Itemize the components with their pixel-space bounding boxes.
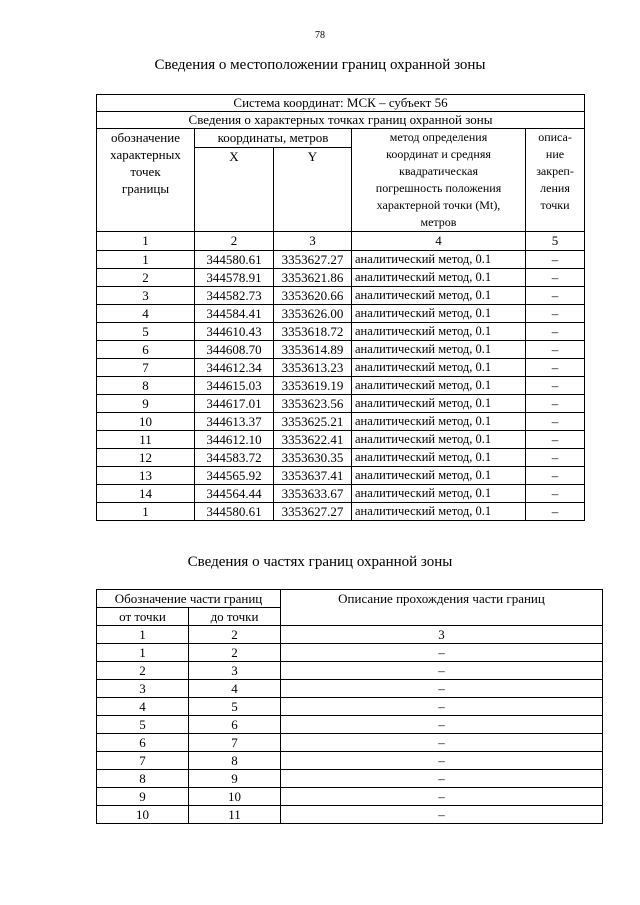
table-cell: – <box>281 680 603 698</box>
table-cell: 5 <box>97 716 189 734</box>
table-cell: – <box>526 467 585 485</box>
table-cell: 4 <box>97 305 195 323</box>
table-cell: 7 <box>97 359 195 377</box>
table-row <box>97 413 585 431</box>
table-cell: аналитический метод, 0.1 <box>352 287 526 305</box>
table-cell: 6 <box>97 341 195 359</box>
table-cell: 7 <box>97 752 189 770</box>
table-row <box>97 449 585 467</box>
column-index-row: 1 2 3 4 5 <box>97 232 585 251</box>
table-row <box>97 251 585 269</box>
table-cell: – <box>526 449 585 467</box>
table-cell: – <box>526 251 585 269</box>
table-cell: 8 <box>97 377 195 395</box>
table-row <box>97 323 585 341</box>
table-cell: 3353627.27 <box>274 503 352 521</box>
table-cell: – <box>526 269 585 287</box>
table-cell: 3353626.00 <box>274 305 352 323</box>
table-cell: 3353637.41 <box>274 467 352 485</box>
table-cell: 3 <box>97 680 189 698</box>
table-cell: 344580.61 <box>195 503 274 521</box>
table-cell: 8 <box>189 752 281 770</box>
characteristic-points-table <box>96 94 585 521</box>
table-cell: аналитический метод, 0.1 <box>352 359 526 377</box>
table-cell: 9 <box>189 770 281 788</box>
table-cell: – <box>281 806 603 824</box>
section-title-boundaries: Сведения о местоположении границ охранной зоны <box>154 57 486 73</box>
table-row <box>97 716 603 734</box>
table-cell: 11 <box>189 806 281 824</box>
table-cell: 11 <box>97 431 195 449</box>
table-row <box>97 485 585 503</box>
table-cell: 4 <box>97 698 189 716</box>
table-cell: – <box>526 377 585 395</box>
table-cell: аналитический метод, 0.1 <box>352 413 526 431</box>
table-cell: 4 <box>189 680 281 698</box>
table-cell: 13 <box>97 467 195 485</box>
table-row <box>97 395 585 413</box>
table-cell: 344582.73 <box>195 287 274 305</box>
table-cell: – <box>526 395 585 413</box>
table-cell: аналитический метод, 0.1 <box>352 341 526 359</box>
table-cell: – <box>526 413 585 431</box>
table-cell: аналитический метод, 0.1 <box>352 323 526 341</box>
table-cell: 344583.72 <box>195 449 274 467</box>
table-cell: 9 <box>97 395 195 413</box>
table-cell: 1 <box>97 251 195 269</box>
table-cell: – <box>281 698 603 716</box>
table-cell: аналитический метод, 0.1 <box>352 377 526 395</box>
column-index-row: 1 2 3 <box>97 626 603 644</box>
table-row <box>97 377 585 395</box>
x-header: X <box>195 148 274 232</box>
table-row <box>97 503 585 521</box>
table-cell: – <box>526 305 585 323</box>
table-cell: – <box>526 341 585 359</box>
table-cell: – <box>281 662 603 680</box>
table-cell: 14 <box>97 485 195 503</box>
table-cell: – <box>526 359 585 377</box>
table-cell: аналитический метод, 0.1 <box>352 503 526 521</box>
table-cell: – <box>281 734 603 752</box>
table-row <box>97 305 585 323</box>
table-cell: 344580.61 <box>195 251 274 269</box>
table-cell: 6 <box>97 734 189 752</box>
table-cell: 344615.03 <box>195 377 274 395</box>
table-cell: 10 <box>97 806 189 824</box>
table-row <box>97 662 603 680</box>
table-row <box>97 770 603 788</box>
table-cell: – <box>281 752 603 770</box>
table-row <box>97 752 603 770</box>
table-cell: 3 <box>97 287 195 305</box>
coordinate-system-cell: Система координат: МСК – субъект 56 <box>97 95 585 112</box>
table-cell: 344610.43 <box>195 323 274 341</box>
table-cell: 5 <box>189 698 281 716</box>
to-point-header: до точки <box>189 608 281 626</box>
table-cell: 344612.10 <box>195 431 274 449</box>
table-cell: 12 <box>97 449 195 467</box>
table-cell: 1 <box>97 503 195 521</box>
table-cell: 1 <box>97 644 189 662</box>
table-cell: 10 <box>97 413 195 431</box>
table-row <box>97 359 585 377</box>
table-cell: аналитический метод, 0.1 <box>352 251 526 269</box>
table-row <box>97 431 585 449</box>
table-cell: – <box>281 644 603 662</box>
coordinates-header: координаты, метров <box>195 129 352 148</box>
table-cell: 2 <box>97 662 189 680</box>
table-cell: 10 <box>189 788 281 806</box>
table-cell: 344565.92 <box>195 467 274 485</box>
table-row <box>97 467 585 485</box>
table-row <box>97 788 603 806</box>
table-cell: 3353618.72 <box>274 323 352 341</box>
table-cell: 5 <box>97 323 195 341</box>
table-cell: 6 <box>189 716 281 734</box>
table-cell: аналитический метод, 0.1 <box>352 449 526 467</box>
table-cell: аналитический метод, 0.1 <box>352 467 526 485</box>
from-point-header: от точки <box>97 608 189 626</box>
table-cell: аналитический метод, 0.1 <box>352 431 526 449</box>
table-cell: аналитический метод, 0.1 <box>352 395 526 413</box>
method-header: метод определения координат и средняя квадратическая погрешность положения характерной точки (Mt), метров <box>352 129 526 232</box>
part-designation-header: Обозначение части границ <box>97 590 281 608</box>
table-cell: 3353633.67 <box>274 485 352 503</box>
table-row <box>97 341 585 359</box>
table-cell: – <box>526 503 585 521</box>
description-header: Описание прохождения части границ <box>281 590 603 626</box>
table-cell: 344564.44 <box>195 485 274 503</box>
table-cell: 3353620.66 <box>274 287 352 305</box>
table-cell: аналитический метод, 0.1 <box>352 305 526 323</box>
table-cell: 3353630.35 <box>274 449 352 467</box>
table-row <box>97 734 603 752</box>
designation-header: обозначение характерных точек границы <box>97 129 195 232</box>
table-cell: 3353613.23 <box>274 359 352 377</box>
table-row <box>97 269 585 287</box>
table-cell: 7 <box>189 734 281 752</box>
page-number: 78 <box>315 30 325 41</box>
table-cell: 3353621.86 <box>274 269 352 287</box>
table-cell: 2 <box>189 644 281 662</box>
table-cell: 344613.37 <box>195 413 274 431</box>
table-cell: – <box>526 287 585 305</box>
table-cell: – <box>526 485 585 503</box>
y-header: Y <box>274 148 352 232</box>
table-cell: 8 <box>97 770 189 788</box>
table-cell: 3353614.89 <box>274 341 352 359</box>
table-cell: 344617.01 <box>195 395 274 413</box>
table-cell: – <box>281 770 603 788</box>
table-cell: 3353623.56 <box>274 395 352 413</box>
table-cell: 344578.91 <box>195 269 274 287</box>
table-row <box>97 287 585 305</box>
table-cell: 3 <box>189 662 281 680</box>
table-cell: – <box>526 431 585 449</box>
boundary-parts-table <box>96 589 603 824</box>
points-info-cell: Сведения о характерных точках границ охранной зоны <box>97 112 585 129</box>
table-cell: 9 <box>97 788 189 806</box>
table-cell: – <box>526 323 585 341</box>
section-title-parts: Сведения о частях границ охранной зоны <box>187 554 453 570</box>
table-row <box>97 806 603 824</box>
table-cell: аналитический метод, 0.1 <box>352 485 526 503</box>
table-cell: 3353622.41 <box>274 431 352 449</box>
table-cell: аналитический метод, 0.1 <box>352 269 526 287</box>
table-cell: 3353619.19 <box>274 377 352 395</box>
table-cell: 3353627.27 <box>274 251 352 269</box>
table-cell: 344612.34 <box>195 359 274 377</box>
table-cell: – <box>281 716 603 734</box>
table-row <box>97 644 603 662</box>
table-cell: 2 <box>97 269 195 287</box>
table-row <box>97 680 603 698</box>
table-cell: 3353625.21 <box>274 413 352 431</box>
fixing-header: описа- ние закреп- ления точки <box>526 129 585 232</box>
table-cell: 344584.41 <box>195 305 274 323</box>
table-row <box>97 698 603 716</box>
table-cell: – <box>281 788 603 806</box>
table-cell: 344608.70 <box>195 341 274 359</box>
